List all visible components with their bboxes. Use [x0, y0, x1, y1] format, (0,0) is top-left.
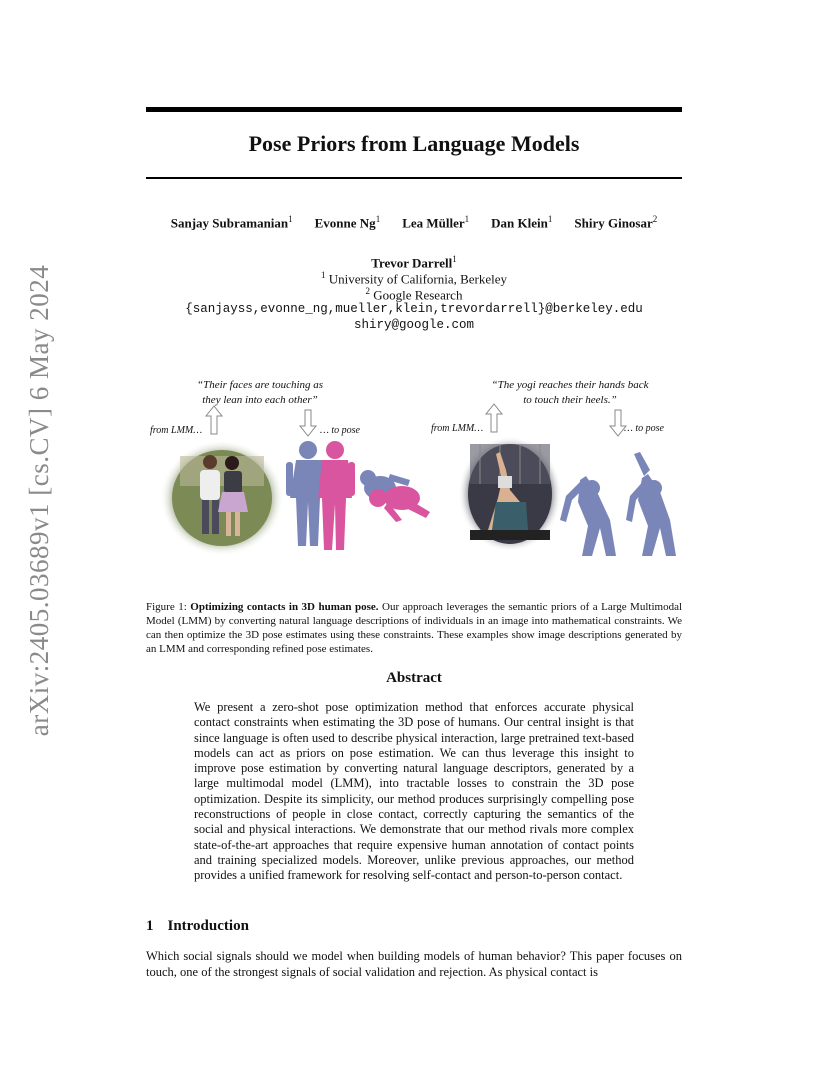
affiliation-1: $^1$ University of California, Berkeley — [320, 270, 508, 287]
author: Lea Müller$^1$ — [402, 214, 470, 231]
author: Sanjay Subramanian$^1$ — [170, 214, 293, 231]
section-title: Introduction — [167, 918, 249, 934]
section-heading — [146, 918, 249, 935]
left-quote: “Their faces are touching as they lean into each other” — [196, 379, 324, 406]
author: Shiry Ginosar$^2$ — [574, 214, 658, 231]
caption-bold: Optimizing contacts in 3D human pose. — [190, 601, 379, 613]
right-pose-mesh-1 — [560, 476, 616, 556]
arxiv-stamp-text: arXiv:2405.03689v1 [cs.CV] 6 May 2024 — [24, 264, 55, 736]
title-rule-top — [146, 107, 682, 112]
right-from-lmm-label: from LMM… — [431, 423, 484, 434]
up-arrow-icon — [486, 404, 502, 432]
figure-illustration — [140, 370, 688, 570]
yoga-photo — [458, 436, 562, 552]
intro-paragraph: Which social signals should we model when building models of human behavior? This paper focuses on touch, one of the strongest signals of social validation and rejection. As physical contact is — [146, 949, 682, 979]
right-quote: “The yogi reaches their hands back to touch their heels.” — [491, 379, 649, 406]
title-rule-bottom — [146, 177, 682, 179]
left-pose-mesh-pink — [318, 441, 355, 550]
author: Evonne Ng$^1$ — [314, 214, 381, 231]
caption-label: Figure 1: — [146, 601, 187, 613]
author-list — [146, 214, 682, 231]
right-pose-mesh-2 — [626, 452, 676, 556]
caption-text: Our approach leverages the semantic priors of a Large Multimodal Model (LMM) by converting natural language descriptions of individuals in an image into mathematical constraints. We can then optimize the 3D pose estimates using these constraints. These examples show image descriptions generated by an LMM and corresponding refined pose estimates. — [146, 601, 683, 655]
up-arrow-icon — [206, 406, 222, 434]
figure-caption — [146, 600, 682, 656]
left-pose-mesh-lying — [360, 470, 430, 522]
abstract-body: We present a zero-shot pose optimization method that enforces accurate physical contact constraints when estimating the 3D pose of humans. Our central insight is that since language is often used to describe physical interaction, large pretrained text-based models can act as priors on pose estimation. We can thus leverage this insight to improve pose estimation by converting natural language descriptors, generated by a large multimodal model (LMM), into tractable losses to constrain the 3D pose optimization. Despite its simplicity, our method produces surprisingly compelling pose reconstructions of people in close contact, correctly capturing the semantics of the social and physical interactions. We demonstrate that our method rivals more complex state-of-the-art approaches that require expensive human annotation of contact points and training specialized models. Moreover, unlike previous approaches, our method provides a unified framework for resolving self-contact and person-to-person contact. — [194, 700, 634, 883]
arxiv-stamp — [20, 265, 60, 735]
left-from-lmm-label: from LMM… — [150, 425, 203, 436]
down-arrow-icon — [610, 410, 626, 436]
down-arrow-icon — [300, 410, 316, 436]
emails-line-1: {sanjayss,evonne_ng,mueller,klein,trevordarrell}@berkeley.edu — [185, 302, 643, 316]
section-number: 1 — [146, 918, 154, 934]
figure-1 — [140, 370, 688, 570]
couple-photo — [160, 440, 284, 556]
author: Dan Klein$^1$ — [491, 214, 553, 231]
abstract-heading: Abstract — [386, 670, 442, 686]
author-last: Trevor Darrell$^1$ — [371, 254, 457, 271]
paper-title: Pose Priors from Language Models — [248, 131, 580, 156]
affiliation-2: $^2$ Google Research — [365, 286, 463, 303]
emails-line-2: shiry@google.com — [353, 318, 475, 332]
left-to-pose-label: … to pose — [320, 425, 360, 436]
right-to-pose-label: … to pose — [624, 423, 664, 434]
